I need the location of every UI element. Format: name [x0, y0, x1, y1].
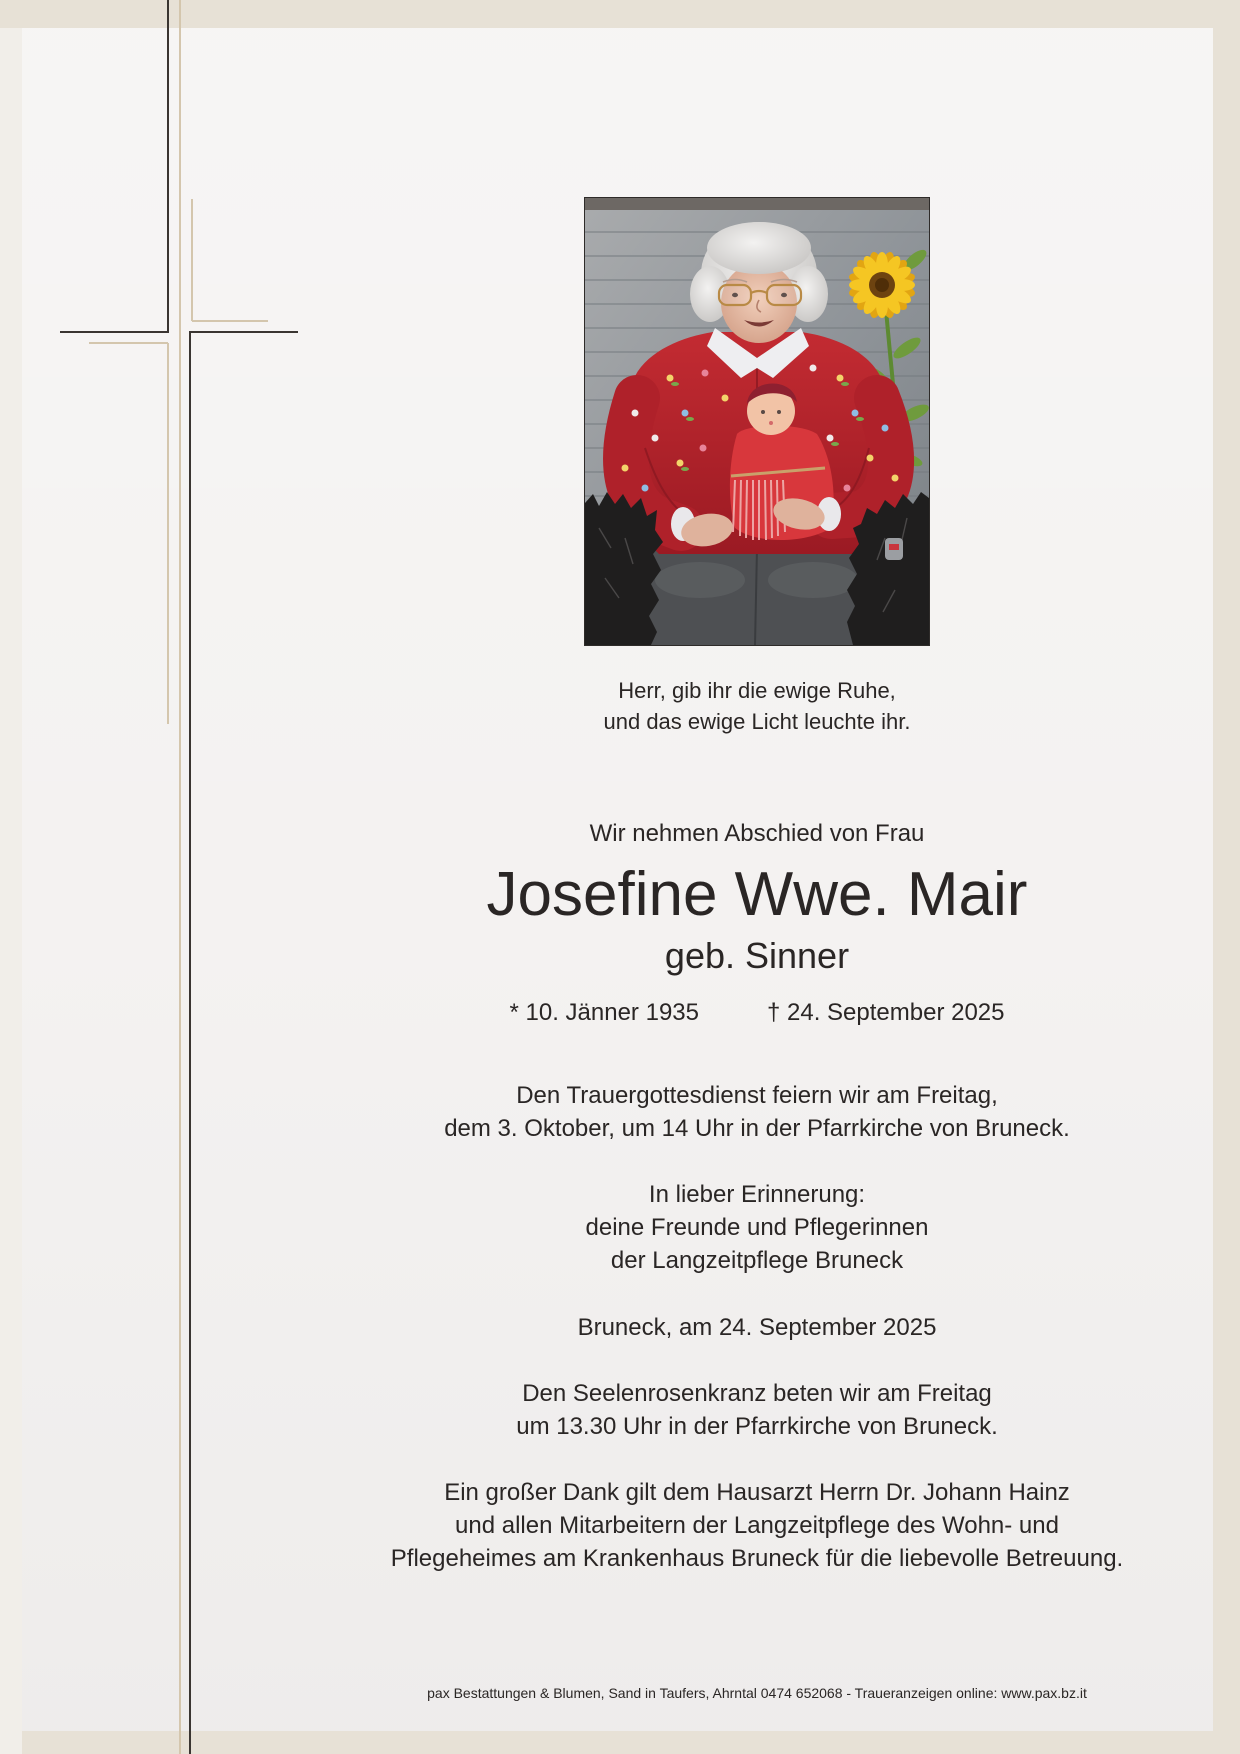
trousers-knee-left [655, 562, 745, 598]
trousers-knee-right [768, 562, 858, 598]
funeral-service [287, 1079, 1227, 1145]
thanks-line: und allen Mitarbeitern der Langzeitpflege des Wohn- und [455, 1512, 1059, 1539]
deceased-name: Josefine Wwe. Mair [486, 860, 1028, 929]
funeral-line: dem 3. Oktober, um 14 Uhr in der Pfarrkirche von Bruneck. [444, 1115, 1070, 1142]
verse-line: und das ewige Licht leuchte ihr. [603, 709, 911, 734]
verse [287, 675, 1227, 737]
portrait-image [585, 198, 929, 645]
remote-control [885, 538, 903, 560]
remembrance-line: der Langzeitpflege Bruneck [610, 1247, 904, 1274]
thanks-line: Pflegeheimes am Krankenhaus Bruneck für die liebevolle Betreuung. [390, 1545, 1124, 1572]
remembrance [287, 1178, 1227, 1277]
remembrance-line: deine Freunde und Pflegerinnen [585, 1214, 929, 1241]
rosary-line: um 13.30 Uhr in der Pfarrkirche von Bruneck. [516, 1413, 998, 1440]
footer-imprint: pax Bestattungen & Blumen, Sand in Taufers, Ahrntal 0474 652068 - Traueranzeigen online: www.pax.bz.it [427, 1685, 1087, 1701]
maiden-name: geb. Sinner [664, 935, 850, 976]
doll-mouth [769, 421, 773, 425]
funeral-line: Den Trauergottesdienst feiern wir am Freitag, [516, 1082, 998, 1109]
doll-eye-right [777, 410, 781, 414]
intro-text: Wir nehmen Abschied von Frau [589, 820, 925, 847]
birth-date: * 10. Jänner 1935 [509, 999, 699, 1026]
chair-fur-left [585, 492, 663, 645]
death-date: † 24. September 2025 [766, 999, 1005, 1026]
place-date: Bruneck, am 24. September 2025 [577, 1314, 937, 1341]
doll-eye-left [761, 410, 765, 414]
verse-line: Herr, gib ihr die ewige Ruhe, [618, 678, 896, 703]
portrait-photo [584, 197, 930, 646]
rosary [287, 1377, 1227, 1443]
hair-front [707, 222, 811, 274]
sunflower-center-inner [875, 278, 889, 292]
thanks [287, 1476, 1227, 1575]
thanks-line: Ein großer Dank gilt dem Hausarzt Herrn Dr. Johann Hainz [444, 1479, 1070, 1506]
life-dates [287, 996, 1227, 1029]
wall-top-beam [585, 198, 929, 210]
remembrance-line: In lieber Erinnerung: [648, 1181, 866, 1208]
rosary-line: Den Seelenrosenkranz beten wir am Freitag [522, 1380, 992, 1407]
